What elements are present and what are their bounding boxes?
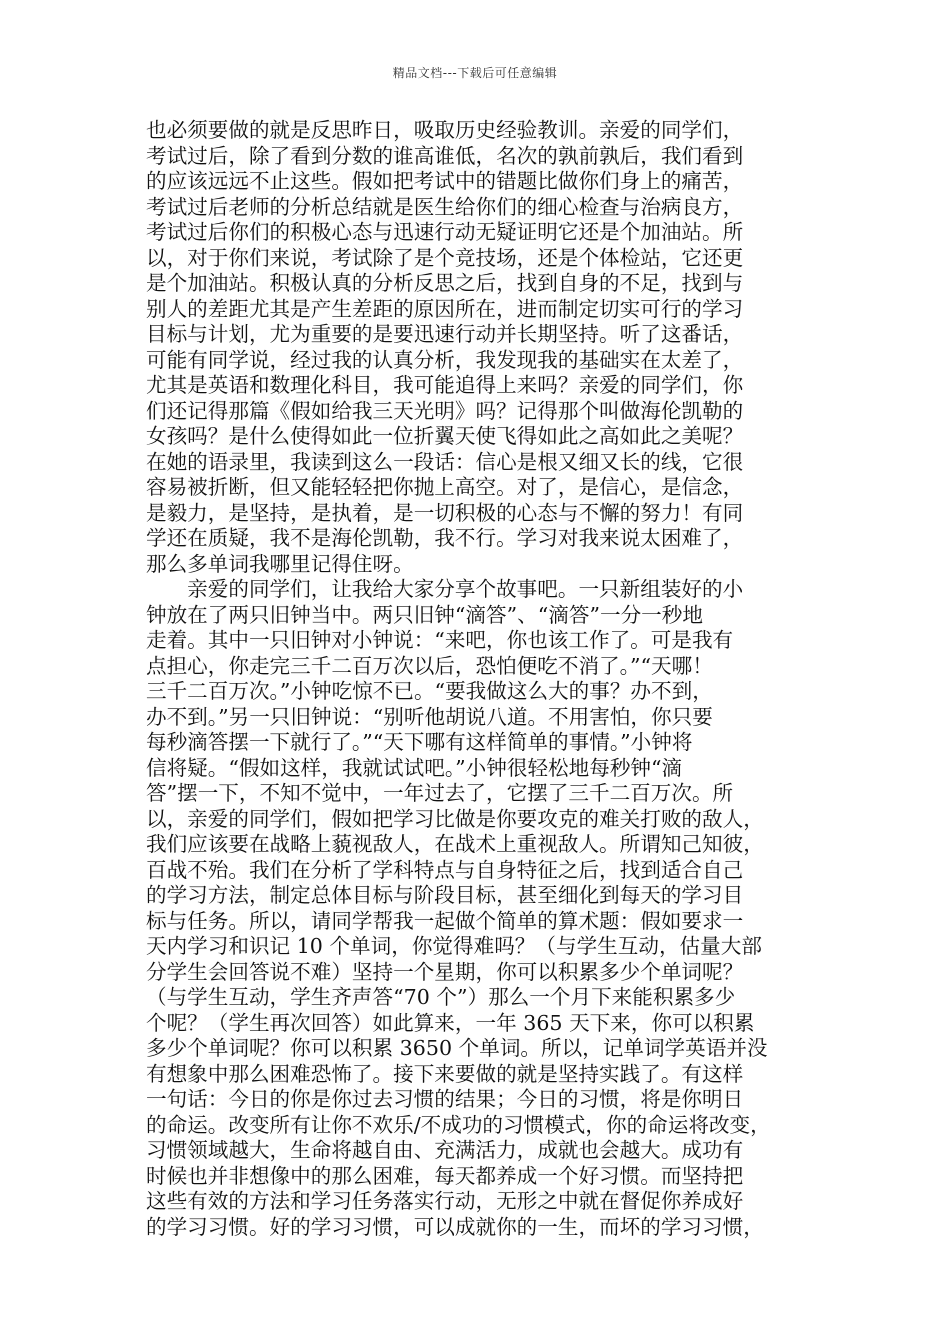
text-line: 点担心，你走完三千二百万次以后，恐怕便吃不消了。”“天哪！ <box>146 653 713 678</box>
text-line: 的学习方法，制定总体目标与阶段目标，甚至细化到每天的学习目 <box>146 883 744 907</box>
text-line: 容易被折断，但又能轻轻把你抛上高空。对了，是信心，是信念， <box>146 475 744 499</box>
text-line: 们还记得那篇《假如给我三天光明》吗？记得那个叫做海伦凯勒的 <box>146 398 744 423</box>
text-line: 办不到。”另一只旧钟说：“别听他胡说八道。不用害怕，你只要 <box>146 704 713 729</box>
text-line: 在她的语录里，我读到这么一段话：信心是根又细又长的线，它很 <box>146 449 744 474</box>
text-line: 一句话：今日的你是你过去习惯的结果；今日的习惯，将是你明日 <box>146 1087 744 1111</box>
text-line: 女孩吗？是什么使得如此一位折翼天使飞得如此之高如此之美呢？ <box>146 424 744 448</box>
text-line: 时候也并非想像中的那么困难，每天都养成一个好习惯。而坚持把 <box>146 1163 744 1188</box>
text-line: 天内学习和识记 10 个单词，你觉得难吗？（与学生互动，估量大部 <box>146 934 762 958</box>
text-line: 习惯领域越大，生命将越自由、充满活力，成就也会越大。成功有 <box>146 1138 744 1162</box>
text-line: 考试过后老师的分析总结就是医生给你们的细心检查与治病良方， <box>146 194 744 219</box>
text-line: 是毅力，是坚持，是执着，是一切积极的心态与不懈的努力！有同 <box>146 500 744 525</box>
text-line: 目标与计划，尤为重要的是要迅速行动并长期坚持。听了这番话， <box>146 322 744 346</box>
text-line: 多少个单词呢？你可以积累 3650 个单词。所以，记单词学英语并没 <box>146 1036 768 1060</box>
text-line: 有想象中那么困难恐怖了。接下来要做的就是坚持实践了。有这样 <box>146 1061 744 1086</box>
text-line: 学还在质疑，我不是海伦凯勒，我不行。学习对我来说太困难了， <box>146 526 744 550</box>
text-line: 是个加油站。积极认真的分析反思之后，找到自身的不足，找到与 <box>146 271 744 295</box>
text-line: 尤其是英语和数理化科目，我可能追得上来吗？亲爱的同学们，你 <box>146 373 744 397</box>
text-line: 的应该远远不止这些。假如把考试中的错题比做你们身上的痛苦， <box>146 169 744 193</box>
text-line: 这些有效的方法和学习任务落实行动，无形之中就在督促你养成好 <box>146 1189 744 1213</box>
text-line: 考试过后，除了看到分数的谁高谁低，名次的孰前孰后，我们看到 <box>146 143 744 168</box>
text-line: 我们应该要在战略上藐视敌人，在战术上重视敌人。所谓知己知彼， <box>146 832 764 856</box>
text-line: 的学习习惯。好的学习习惯，可以成就你的一生，而坏的学习习惯， <box>146 1214 764 1239</box>
text-line: 个呢？（学生再次回答）如此算来，一年 365 天下来，你可以积累 <box>146 1010 755 1035</box>
text-line: 标与任务。所以，请同学帮我一起做个简单的算术题：假如要求一 <box>146 908 744 933</box>
paragraph <box>146 577 826 1240</box>
text-line: 那么多单词我哪里记得住呀。 <box>146 551 414 576</box>
text-line: 信将疑。“假如这样，我就试试吧。”小钟很轻松地每秒钟“滴 <box>146 755 683 780</box>
document-body <box>146 118 826 1240</box>
text-line: 分学生会回答说不难）坚持一个星期，你可以积累多少个单词呢？ <box>146 959 744 984</box>
text-line: 可能有同学说，经过我的认真分析，我发现我的基础实在太差了， <box>146 347 744 372</box>
page-header: 精品文档---下载后可任意编辑 <box>392 66 558 80</box>
text-line: 的命运。改变所有让你不欢乐/不成功的习惯模式，你的命运将改变， <box>146 1112 771 1137</box>
text-line: 百战不殆。我们在分析了学科特点与自身特征之后，找到适合自己 <box>146 857 744 882</box>
text-line: 三千二百万次。”小钟吃惊不已。“要我做这么大的事？办不到， <box>146 679 713 703</box>
text-line: 以，对于你们来说，考试除了是个竞技场，还是个体检站，它还更 <box>146 245 744 270</box>
text-line: 每秒滴答摆一下就行了。”“天下哪有这样简单的事情。”小钟将 <box>146 730 693 754</box>
text-line: 也必须要做的就是反思昨日，吸取历史经验教训。亲爱的同学们， <box>146 118 744 142</box>
text-line: 亲爱的同学们，让我给大家分享个故事吧。一只新组装好的小 <box>146 577 744 601</box>
paragraph <box>146 118 826 577</box>
text-line: 走着。其中一只旧钟对小钟说：“来吧，你也该工作了。可是我有 <box>146 628 734 652</box>
text-line: （与学生互动，学生齐声答“70 个”）那么一个月下来能积累多少 <box>146 985 736 1009</box>
text-line: 以，亲爱的同学们，假如把学习比做是你要攻克的难关打败的敌人， <box>146 806 764 831</box>
text-line: 钟放在了两只旧钟当中。两只旧钟“滴答”、“滴答”一分一秒地 <box>146 602 703 627</box>
text-line: 答”摆一下，不知不觉中，一年过去了，它摆了三千二百万次。所 <box>146 781 734 805</box>
text-line: 别人的差距尤其是产生差距的原因所在，进而制定切实可行的学习 <box>146 296 744 321</box>
text-line: 考试过后你们的积极心态与迅速行动无疑证明它还是个加油站。所 <box>146 220 744 244</box>
